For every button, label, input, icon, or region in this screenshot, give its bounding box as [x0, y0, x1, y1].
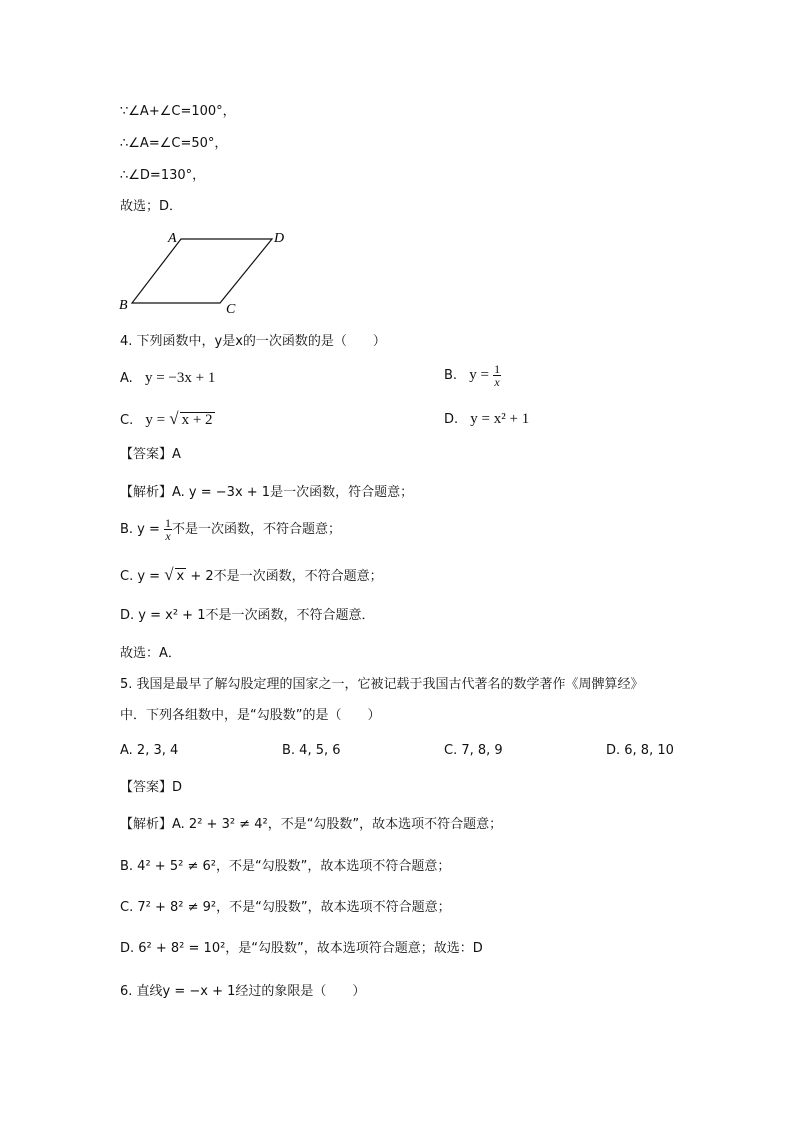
fraction: $\frac{1}{x}$ — [165, 516, 172, 543]
q5-analysis-d: D. 6² + 8² = 10²，是“勾股数”，故本选项符合题意；故选：D — [120, 941, 483, 956]
fraction: $\frac{1}{x}$ — [494, 362, 501, 389]
q4-analysis-b: B. y = $\frac{1}{x}$ 不是一次函数，不符合题意； — [120, 516, 342, 543]
q5-answer: 【答案】D — [120, 780, 183, 795]
option-letter: D. — [444, 412, 459, 427]
vertex-label-d: D — [274, 231, 285, 246]
solution-step-3: ∴∠D=130°， — [120, 168, 206, 183]
radicand: x + 2 — [181, 412, 213, 428]
q4-analysis-c: C. y = √ x + 2不是一次函数，不符合题意； — [120, 565, 383, 584]
q4-option-b[interactable] — [444, 363, 501, 388]
vertex-label-c: C — [226, 302, 236, 317]
q5-analysis-a: 【解析】A. 2² + 3² ≠ 4²，不是“勾股数”，故本选项不符合题意； — [120, 817, 503, 832]
q5-stem-line2: 中．下列各组数中，是“勾股数”的是（ ） — [120, 708, 381, 723]
q6-stem: 6. 直线y = −x + 1经过的象限是（ ） — [120, 984, 366, 999]
q5-option-d[interactable]: D. 6, 8, 10 — [606, 743, 674, 758]
solution-step-1: ∵∠A+∠C=100°， — [120, 104, 236, 119]
vertex-label-a: A — [168, 231, 177, 246]
radical-sign: √ — [164, 565, 174, 584]
option-letter: A. — [120, 371, 133, 386]
q4-option-d[interactable] — [444, 410, 529, 429]
q5-option-b[interactable]: B. 4, 5, 6 — [282, 743, 341, 758]
q5-stem-line1: 5. 我国是最早了解勾股定理的国家之一，它被记载于我国古代著名的数学著作《周髀算经》 — [120, 677, 644, 692]
q4-conclusion: 故选：A． — [120, 646, 181, 661]
option-expression: y = — [145, 412, 166, 428]
option-letter: B. — [444, 368, 458, 383]
q4-answer: 【答案】A — [120, 447, 181, 462]
q4-option-c[interactable] — [120, 410, 215, 430]
q4-analysis-a: 【解析】A. y = −3x + 1是一次函数，符合题意； — [120, 485, 414, 500]
option-letter: C. — [120, 413, 134, 428]
option-expression: y = x² + 1 — [470, 411, 530, 427]
option-expression: y = −3x + 1 — [144, 370, 216, 386]
q5-option-c[interactable]: C. 7, 8, 9 — [444, 743, 503, 758]
q4-stem: 4. 下列函数中，y是x的一次函数的是（ ） — [120, 334, 386, 349]
option-expression: y = — [469, 367, 489, 383]
q4-analysis-d: D. y = x² + 1不是一次函数，不符合题意． — [120, 608, 375, 623]
q5-option-a[interactable]: A. 2, 3, 4 — [120, 743, 179, 758]
vertex-label-b: B — [119, 298, 128, 313]
solution-step-2: ∴∠A=∠C=50°， — [120, 136, 228, 151]
q5-analysis-c: C. 7² + 8² ≠ 9²，不是“勾股数”，故本选项不符合题意； — [120, 900, 451, 915]
radical-sign: √ — [169, 409, 179, 428]
q4-option-a[interactable] — [120, 369, 215, 388]
solution-conclusion: 故选；D． — [120, 199, 183, 214]
q5-analysis-b: B. 4² + 5² ≠ 6²，不是“勾股数”，故本选项不符合题意； — [120, 859, 451, 874]
parallelogram-shape — [132, 239, 272, 303]
parallelogram-figure — [110, 225, 310, 320]
